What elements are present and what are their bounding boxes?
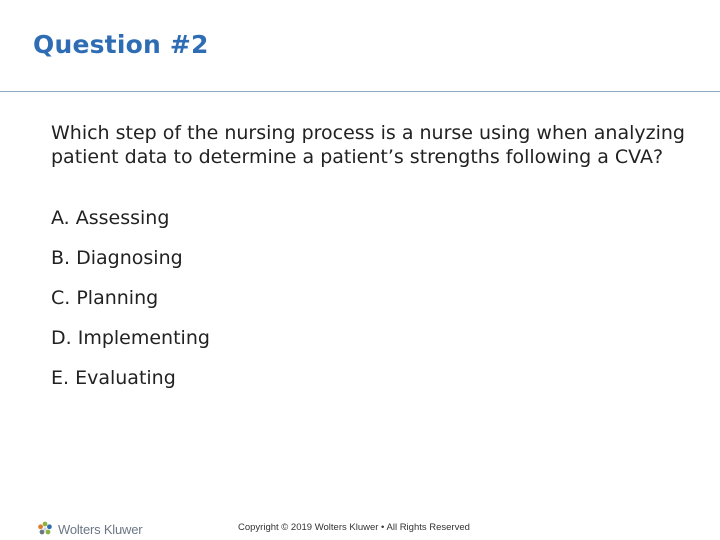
option-c: C. Planning [51, 287, 159, 309]
option-b: B. Diagnosing [51, 247, 183, 269]
brand-logo [36, 519, 142, 539]
copyright-notice: Copyright © 2019 Wolters Kluwer • All Rights Reserved [238, 522, 470, 533]
option-a: A. Assessing [51, 207, 170, 229]
option-d: D. Implementing [51, 327, 210, 349]
question-text: Which step of the nursing process is a nurse using when analyzing patient data to determine a patient’s strengths following a CVA? [51, 122, 685, 168]
slide-title: Question #2 [33, 30, 209, 59]
logo-wordmark: Wolters Kluwer [58, 521, 143, 537]
wolters-kluwer-logo-icon [36, 520, 54, 538]
option-e: E. Evaluating [51, 367, 176, 389]
title-divider [0, 91, 720, 92]
